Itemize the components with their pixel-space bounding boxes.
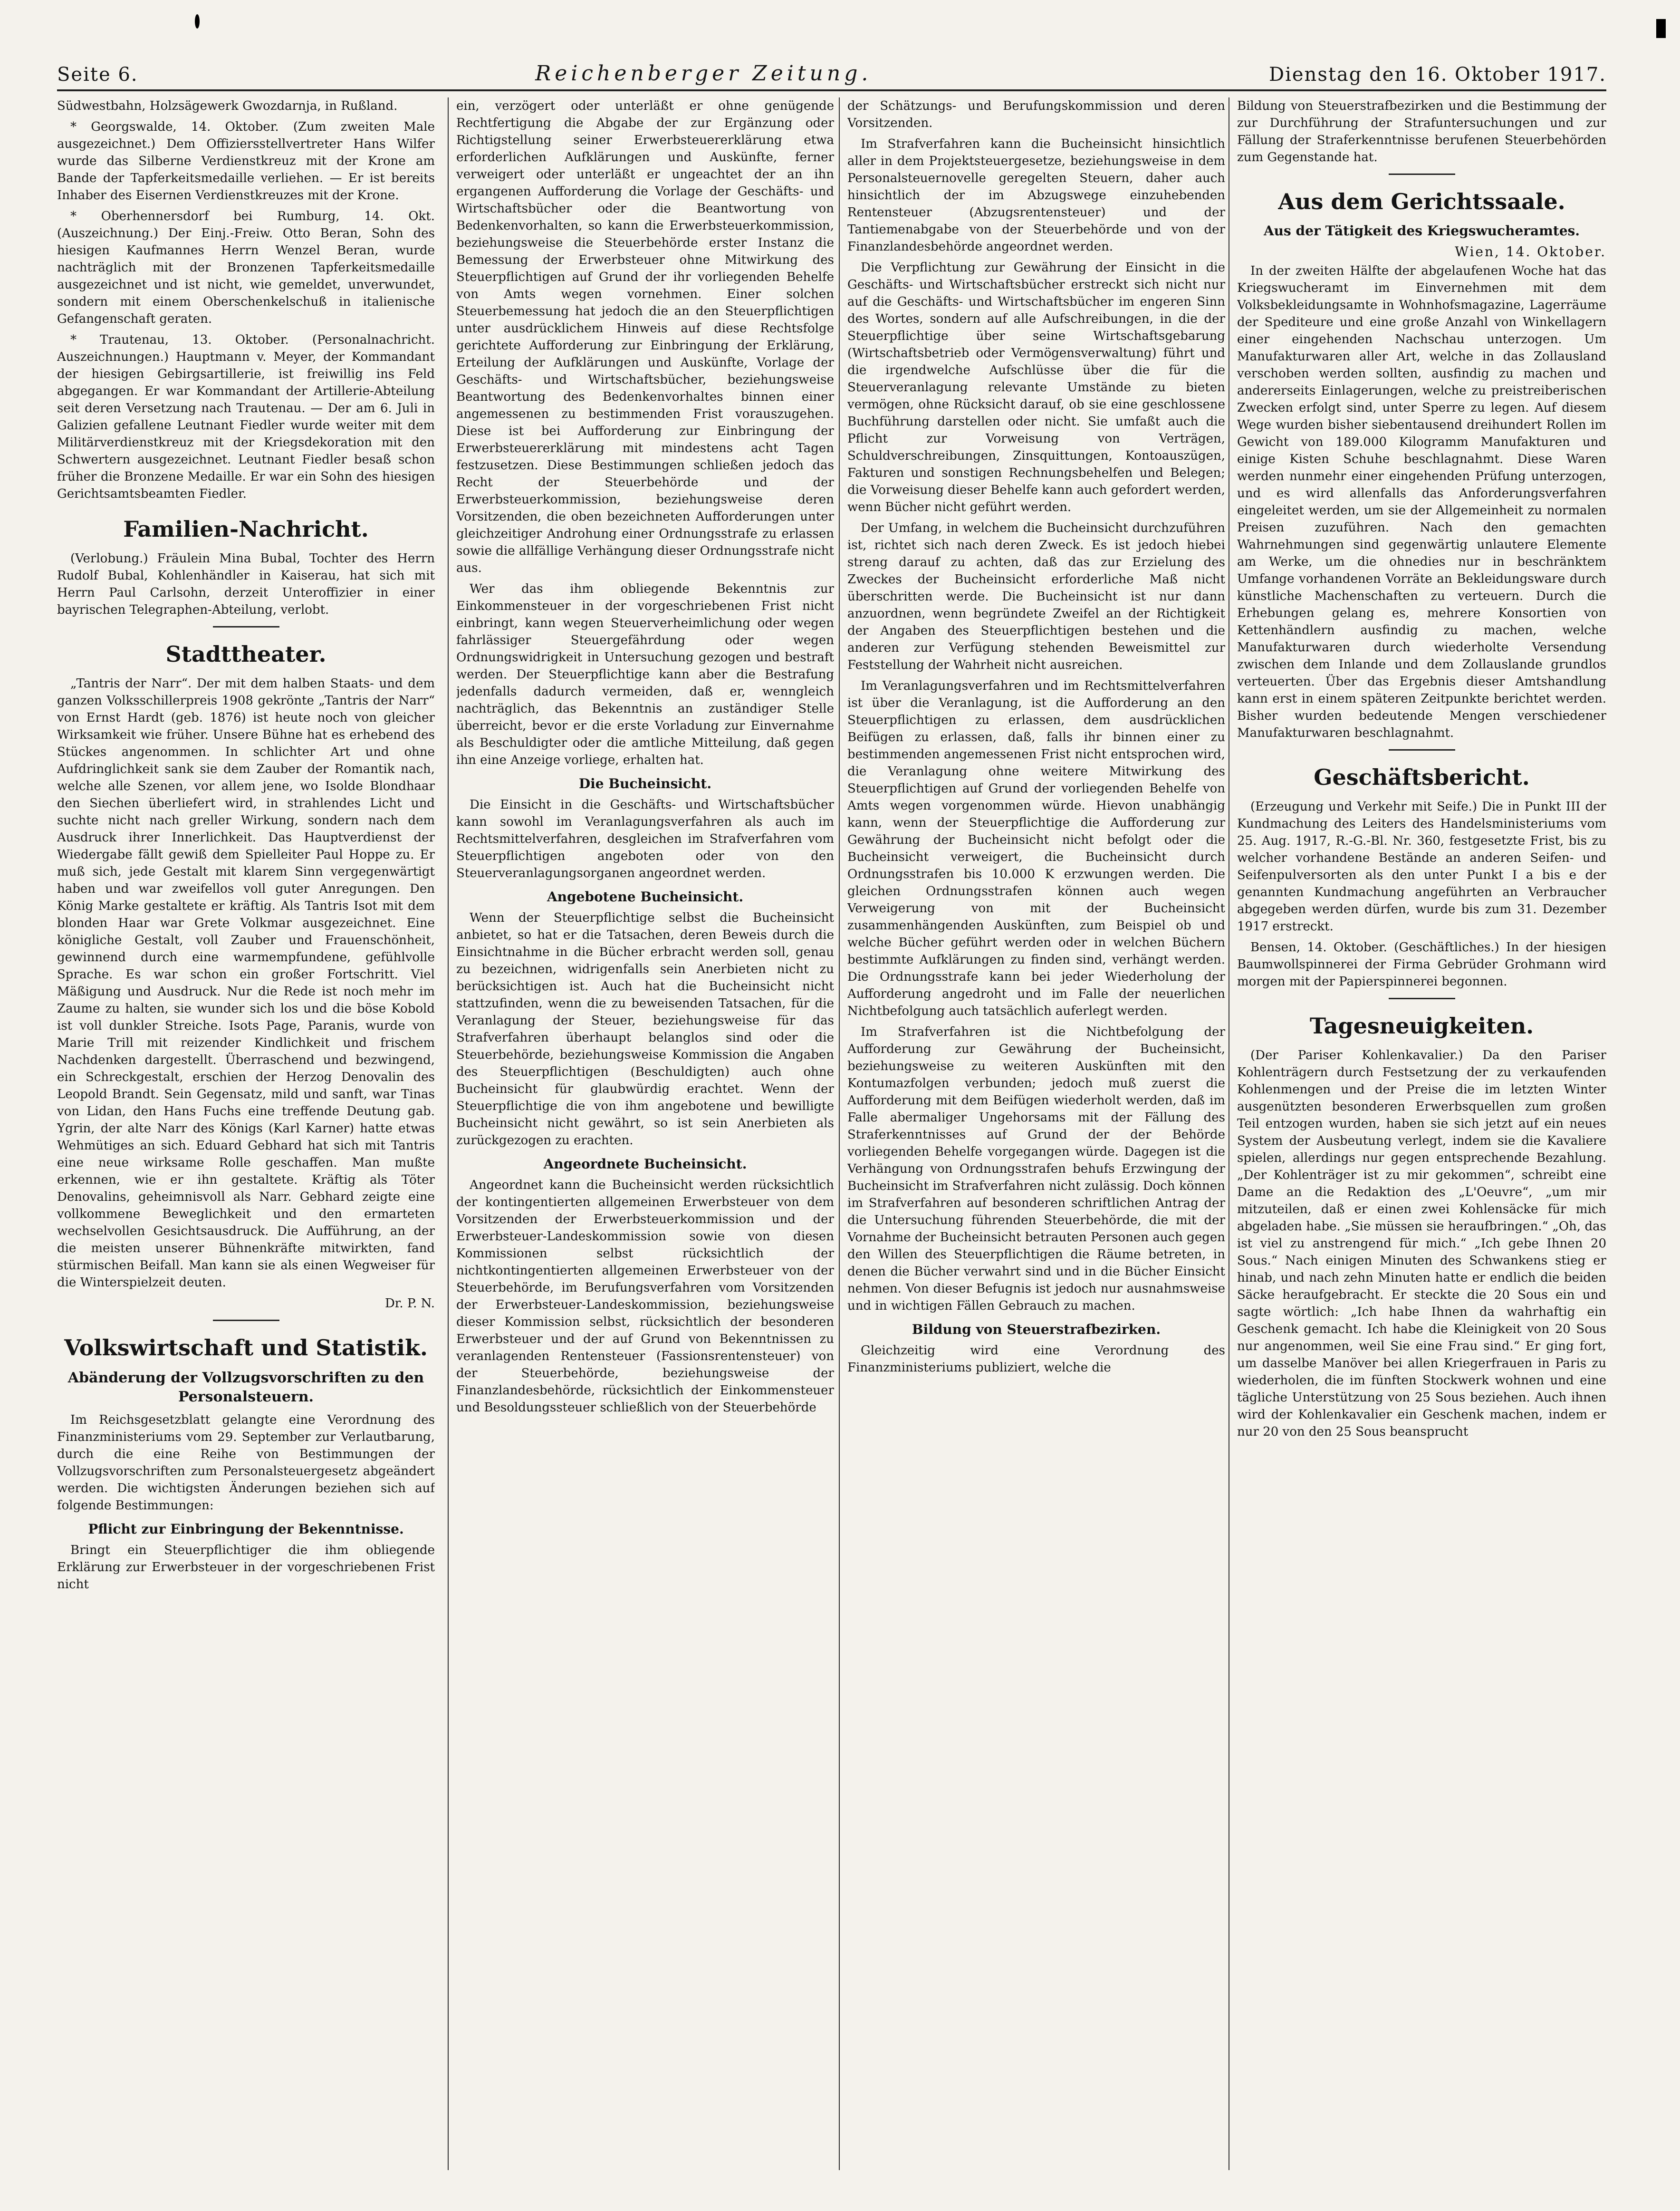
article-paragraph: Im Reichsgesetzblatt gelangte eine Verordnung des Finanzministeriums vom 29. September zur Verlautbarung, durch die eine Reihe von Bestimmungen der Vollzugsvorschriften zum Personalsteuergesetz abgeändert werden. Die wichtigsten Änderungen beziehen sich auf folgende Bestimmungen: [57, 1413, 435, 1513]
article-paragraph: Bringt ein Steuerpflichtiger die ihm obliegende Erklärung zur Erwerbsteuer in der vorgeschriebenen Frist nicht [57, 1543, 435, 1592]
article-paragraph: Die Einsicht in die Geschäfts- und Wirtschaftsbücher kann sowohl im Veranlagungsverfahren als auch im Rechtsmittelverfahren, desgleichen im Strafverfahren vom Steuerpflichtigen angeboten oder von den Steuerveranlagungsorganen angeordnet werden. [456, 798, 834, 880]
section-separator [1389, 998, 1455, 999]
sub-heading: Die Bucheinsicht. [578, 776, 712, 792]
section-separator [213, 626, 279, 628]
newspaper-title: Reichenberger Zeitung. [535, 61, 872, 86]
article-paragraph: Bensen, 14. Oktober. (Geschäftliches.) In der hiesigen Baumwollspinnerei der Firma Gebrüder Grohmann wird morgen mit der Papierspinnerei begonnen. [1237, 940, 1606, 989]
article-paragraph: (Der Pariser Kohlenkavalier.) Da den Pariser Kohlenträgern durch Festsetzung der zu verkaufenden Kohlenmengen und der Preise die im letzten Winter ausgenützten besonderen Erwerbsquellen zum großen Teil entzogen wurden, haben sie sich jetzt auf ein neues System der Ausbeutung verlegt, indem sie die Kavaliere spielen, allerdings nur gegen entsprechende Bezahlung. „Der Kohlenträger ist zu mir gekommen“, schreibt eine Dame an die Redaktion des „L'Oeuvre“, „um mir mitzuteilen, daß er einen zwei Kohlensäcke für mich abgeladen habe. „Sie müssen sie heraufbringen.“ „Oh, das ist viel zu anstrengend für mich.“ „Ich gebe Ihnen 20 Sous.“ Nach einigen Minuten des Schwankens stieg er hinab, und nach zehn Minuten hatte er endlich die beiden Säcke heraufgebracht. Er steckte die 20 Sous ein und sagte wörtlich: „Ich habe Ihnen da wahrhaftig ein Geschenk gemacht. Ich habe die Kleinigkeit von 20 Sous nur angenommen, weil Sie eine Frau sind.“ Er ging fort, um dasselbe Manöver bei allen Kriegerfrauen in Paris zu wiederholen, die im fünften Stockwerk wohnen und eine tägliche Unterstützung von 25 Sous beziehen. Auch ihnen wird der Kohlenkavalier ein Geschenk machen, indem er nur 20 von den 25 Sous beansprucht [1237, 1048, 1606, 1439]
scan-margin-mark [1656, 19, 1666, 38]
article-paragraph: Im Strafverfahren ist die Nichtbefolgung der Aufforderung zur Gewährung der Bucheinsicht, beziehungsweise zu weiteren Auskünften mit den Kontumazfolgen verbunden; jedoch muß zuerst die Aufforderung mit dem Beifügen wiederholt werden, daß im Falle abermaliger Ungehorsams mit der Fällung des Straferkenntnisses auf Grund der der Behörde vorliegenden Behelfe vorgegangen würde. Dagegen ist die Verhängung von Ordnungsstrafen behufs Erzwingung der Bucheinsicht im Strafverfahren nicht zulässig. Doch können im Strafverfahren auf besonderen schriftlichen Antrag der die Untersuchung führenden Steuerbehörde, die mit der Vornahme der Bucheinsicht betrauten Personen auch gegen den Willen des Steuerpflichtigen die Räume betreten, in denen die Bücher verwahrt sind und in die Bücher Einsicht nehmen. Von dieser Befugnis ist jedoch nur ausnahmsweise und in wichtigen Fällen Gebrauch zu machen. [847, 1025, 1225, 1313]
section-separator [1389, 174, 1455, 175]
article-paragraph: * Trautenau, 13. Oktober. (Personalnachricht. Auszeichnungen.) Hauptmann v. Meyer, der Kommandant der hiesigen Gebirgsartillerie, ist freiwillig ins Feld abgegangen. Er war Kommandant der Artillerie-Abteilung seit deren Versetzung nach Trautenau. — Der am 6. Juli in Galizien gefallene Leutnant Fiedler wurde weiter mit dem Militärverdienstkreuz mit der Kriegsdekoration mit den Schwertern ausgezeichnet. Leutnant Fiedler besaß schon früher die Bronzene Medaille. Er war ein Sohn des hiesigen Gerichtsamtsbeamten Fiedler. [57, 333, 435, 501]
dateline: Wien, 14. Oktober. [1455, 244, 1606, 260]
author-signature: Dr. P. N. [384, 1296, 435, 1311]
article-paragraph: Südwestbahn, Holzsägewerk Gwozdarnja, in Rußland. [57, 99, 398, 113]
column-divider [448, 97, 449, 2170]
article-paragraph: Der Umfang, in welchem die Bucheinsicht durchzuführen ist, richtet sich nach deren Zweck. Es ist jedoch hiebei streng darauf zu achten, daß das zur Erzielung des Zweckes der Bucheinsicht erforderliche Maß nicht überschritten werde. Die Bucheinsicht ist nur dann anzuordnen, wenn begründete Zweifel an der Richtigkeit der Angaben des Steuerpflichtigen bestehen und die anderen zur Verfügung stehenden Beweismittel zur Feststellung der Wahrheit nicht ausreichen. [847, 521, 1225, 672]
sub-heading: Abänderung der Vollzugsvorschriften zu den Personalsteuern. [67, 1370, 424, 1405]
page-number: Seite 6. [57, 64, 138, 86]
masthead [57, 52, 1606, 86]
article-paragraph: Im Veranlagungsverfahren und im Rechtsmittelverfahren ist über die Veranlagung, ist die Aufforderung an den Steuerpflichtigen zu erlassen, dem ausdrücklichen Beifügen zu erlassen, daß, falls ihr binnen einer zu bestimmenden angemessenen Frist nicht entsprochen wird, die Veranlagung ohne weitere Mitwirkung des Steuerpflichtigen auf Grund der vorliegenden Behelfe von Amts wegen vorgenommen würde. Hievon unabhängig kann, wenn der Steuerpflichtige die Aufforderung zur Gewährung der Bucheinsicht nicht befolgt oder die Bucheinsicht verweigert, die Bucheinsicht durch Ordnungsstrafen bis 10.000 K erzwungen werden. Die gleichen Ordnungsstrafen können auch wegen Verweigerung von mit der Bucheinsicht zusammenhängenden Auskünften, zum Beispiel ob und welche Bücher geführt werden oder in welchen Büchern bestimmte Aufklärungen zu finden sind, verhängt werden. Die Ordnungsstrafe kann bei jeder Wiederholung der Aufforderung angedroht und im Falle der neuerlichen Nichtbefolgung auch tatsächlich auferlegt werden. [847, 679, 1225, 1018]
section-heading: Stadttheater. [165, 641, 326, 667]
article-paragraph: Bildung von Steuerstrafbezirken und die Bestimmung der zur Durchführung der Strafuntersuchungen und zur Fällung der Straferkenntnisse berufenen Steuerbehörden zum Gegenstande hat. [1237, 99, 1606, 164]
section-heading: Aus dem Gerichtssaale. [1278, 189, 1565, 214]
scan-smudge [195, 14, 200, 29]
column-divider [839, 97, 840, 2170]
section-heading: Familien-Nachricht. [123, 516, 369, 542]
column-1 [57, 97, 435, 2175]
article-paragraph: (Verlobung.) Fräulein Mina Bubal, Tochter des Herrn Rudolf Bubal, Kohlenhändler in Kaiserau, hat sich mit Herrn Paul Carlsohn, derzeit Unteroffizier in einer bayrischen Telegraphen-Abteilung, verlobt. [57, 551, 435, 617]
sub-heading: Bildung von Steuerstrafbezirken. [912, 1322, 1161, 1337]
column-3 [847, 97, 1225, 2175]
section-heading: Volkswirtschaft und Statistik. [64, 1335, 428, 1361]
newspaper-page [57, 52, 1606, 2177]
sub-heading: Pflicht zur Einbringung der Bekenntnisse. [88, 1521, 404, 1537]
header-rule [57, 89, 1606, 91]
column-4 [1237, 97, 1606, 2175]
article-paragraph: „Tantris der Narr“. Der mit dem halben Staats- und dem ganzen Volksschillerpreis 1908 gekrönte „Tantris der Narr“ von Ernst Hardt (geb. 1876) ist heute noch von gleicher Wirksamkeit wie früher. Unsere Bühne hat es erhebend des Stückes angenommen. In schlichter Art und ohne Aufdringlichkeit sank sie dem Zauber der Romantik nach, welche alle Szenen, vor allem jene, wo Isolde Blondhaar den Siechen überliefert wird, in strahlendes Licht und suchte nicht nach greller Wirkung, sondern nach dem Ausdruck ihrer Innerlichkeit. Das Hauptverdienst der Wiedergabe fällt gewiß dem Spielleiter Paul Hoppe zu. Er muß sich, jede Gestalt mit klarem Sinn vergegenwärtigt haben und war zweifellos voll guter Anregungen. Den König Marke gestaltete er kräftig. Als Tantris Isot mit dem blonden Haar war Grete Volkmar ausgezeichnet. Eine königliche Gestalt, voll Zauber und Frauenschönheit, gewinnend durch eine warmempfundene, gefühlvolle Sprache. Es war schon ein großer Fortschritt. Viel Mäßigung und Ausdruck. Nur die Rede ist noch mehr im Zaume zu halten, sie wunder sich los und die böse Kobold ist voll dunkler Streiche. Isots Page, Paranis, wurde von Marie Trill mit reizender Kindlichkeit und frischem Nachdenken dargestellt. Überraschend und bezwingend, ein Schreckgestalt, erschien der Herzog Denovalin des Leopold Brandt. Sein Gegensatz, mild und sanft, war Tinas von Lidan, den Hans Fuchs eine treffende Deutung gab. Ygrin, der alte Narr des Königs (Karl Karner) hatte etwas Wehmütiges an sich. Eduard Gebhard hat sich mit Tantris eine neue wirksame Rolle geschaffen. Man mußte erkennen, wie er ihn gestaltete. Kräftig als Töter Denovalins, geheimnisvoll als Narr. Gebhard zeigte eine vollkommene Beweglichkeit und den ermarteten wechselvollen Gesichtsausdruck. Die Aufführung, an der die meisten unserer Bühnenkräfte mitwirkten, fand stürmischen Beifall. Man kann sie als einen Wegweiser für die Winterspielzeit deuten. [57, 676, 435, 1290]
article-paragraph: der Schätzungs- und Berufungskommission und deren Vorsitzenden. [847, 99, 1225, 130]
article-paragraph: Im Strafverfahren kann die Bucheinsicht hinsichtlich aller in dem Projektsteuergesetze, beziehungsweise in dem Personalsteuernovelle geregelten Steuern, daher auch hinsichtlich der im Abzugswege einzuhebenden Rentensteuer (Abzugsrentensteuer) und der Tantiemenabgabe von der Steuerbehörde und von der Finanzlandesbehörde angeordnet werden. [847, 137, 1225, 254]
article-paragraph: Wenn der Steuerpflichtige selbst die Bucheinsicht anbietet, so hat er die Tatsachen, deren Beweis durch die Einsichtnahme in die Bücher erbracht werden soll, genau zu bezeichnen, widrigenfalls sein Anerbieten nicht zu berücksichtigen ist. Auch hat die Bucheinsicht nicht stattzufinden, wenn die zu beweisenden Tatsachen, für die Veranlagung der Steuer, beziehungsweise für das Strafverfahren überhaupt belanglos sind oder die Steuerbehörde, beziehungsweise Kommission die Angaben des Steuerpflichtigen (Beschuldigten) auch ohne Bucheinsicht für glaubwürdig erachtet. Wenn der Steuerpflichtige die von ihm angebotene und bewilligte Bucheinsicht nicht gewährt, so ist sein Anerbieten als zurückgezogen zu erachten. [456, 911, 834, 1148]
article-paragraph: (Erzeugung und Verkehr mit Seife.) Die in Punkt III der Kundmachung des Leiters des Handelsministeriums vom 25. Aug. 1917, R.-G.-Bl. Nr. 360, festgesetzte Frist, bis zu welcher vorhandene Bestände an anderen Seifen- und Seifenpulversorten als den unter Punkt I a bis e der genannten Kundmachung angeführten an Verbraucher abgegeben werden dürfen, wurde bis zum 31. Dezember 1917 erstreckt. [1237, 800, 1606, 934]
article-paragraph: Angeordnet kann die Bucheinsicht werden rücksichtlich der kontingentierten allgemeinen Erwerbsteuer von dem Vorsitzenden der Erwerbsteuerkommission und der Erwerbsteuer-Landeskommission sowie von diesen Kommissionen selbst rücksichtlich der nichtkontingentierten allgemeinen Erwerbsteuer von der Steuerbehörde, im Berufungsverfahren vom Vorsitzenden der Erwerbsteuer-Landeskommission, beziehungsweise dieser Kommission selbst, rücksichtlich der besonderen Erwerbsteuer und der auf Grund von Bekenntnissen zu veranlagenden Rentensteuer (Fassionsrentensteuer) von der Steuerbehörde, beziehungsweise der Finanzlandesbehörde, rücksichtlich der Einkommensteuer und Besoldungssteuer schließlich von der Steuerbehörde [456, 1178, 834, 1415]
section-heading: Geschäftsbericht. [1314, 764, 1530, 790]
article-paragraph: Gleichzeitig wird eine Verordnung des Finanzministeriums publiziert, welche die [847, 1343, 1225, 1375]
article-paragraph: * Oberhennersdorf bei Rumburg, 14. Okt. (Auszeichnung.) Der Einj.-Freiw. Otto Beran, Sohn des hiesigen Kaufmannes Herrn Wenzel Beran, wurde nachträglich mit der Bronzenen Tapferkeitsmedaille ausgezeichnet und ist nicht, wie gemeldet, unverwundet, sondern mit einem Oberschenkelschuß in italienische Gefangenschaft geraten. [57, 209, 435, 326]
section-separator [1389, 749, 1455, 751]
sub-heading: Angebotene Bucheinsicht. [547, 889, 744, 905]
sub-heading: Angeordnete Bucheinsicht. [543, 1156, 747, 1172]
article-paragraph: Wer das ihm obliegende Bekenntnis zur Einkommensteuer in der vorgeschriebenen Frist nicht einbringt, kann wegen Steuerverheimlichung oder wegen fahrlässiger Steuergefährdung oder wegen Ordnungswidrigkeit in Untersuchung gezogen und bestraft werden. Der Steuerpflichtige kann aber die Bestrafung jedenfalls dadurch vermeiden, daß er, wenngleich nachträglich, das Bekenntnis an zuständiger Stelle überreicht, bevor er die erste Vorladung zur Einvernahme als Beschuldigter oder die amtliche Mitteilung, daß gegen ihn eine Anzeige vorliege, erhalten hat. [456, 582, 834, 767]
article-paragraph: * Georgswalde, 14. Oktober. (Zum zweiten Male ausgezeichnet.) Dem Offiziersstellvertreter Hans Wilfer wurde das Silberne Verdienstkreuz mit der Krone am Bande der Tapferkeitsmedaille verliehen. — Er ist bereits Inhaber des Eisernen Verdienstkreuzes mit der Krone. [57, 120, 435, 203]
article-paragraph: In der zweiten Hälfte der abgelaufenen Woche hat das Kriegswucheramt im Einvernehmen mit dem Volksbekleidungsamte in Wohnhofsmagazine, Lagerräume der Spediteure und eine große Anzahl von Winkellagern einer eingehenden Nachschau unterzogen. Um Manufakturwaren aller Art, welche in das Zollausland verschoben werden sollten, ausfindig zu machen und andererseits Einlagerungen, welche zu preistreiberischen Zwecken erfolgt sind, unter Sperre zu legen. Auf diesem Wege wurden bisher siebentausend dreihundert Rollen im Gewicht von 189.000 Kilogramm Manufakturen und einige Kisten Schuhe beschlagnahmt. Diese Waren werden nunmehr einer eingehenden Prüfung unterzogen, und es wird allenfalls das Anforderungsverfahren eingeleitet werden, um sie der Allgemeinheit zu normalen Preisen zuzuführen. Nach den gemachten Wahrnehmungen sind gegenwärtig unlautere Elemente am Werke, um die ohnedies nur in beschränktem Umfange vorhandenen Vorräte an Bekleidungsware durch künstliche Machenschaften zu verteuern. Durch die Erhebungen gelang es, mehrere Konsortien von Kettenhändlern ausfindig zu machen, welche Manufakturwaren durch wiederholte Versendung zwischen dem Inlande und dem Zollauslande grundlos verteuerten. Über das Ergebnis dieser Amtshandlung kann erst in einem späteren Zeitpunkte berichtet werden. Bisher wurden bedeutende Mengen verschiedener Manufakturwaren beschlagnahmt. [1237, 264, 1606, 740]
section-separator [213, 1320, 279, 1321]
article-paragraph: ein, verzögert oder unterläßt er ohne genügende Rechtfertigung die Abgabe der zur Ergänzung oder Richtigstellung seiner Erwerbsteuererklärung etwa erforderlichen Aufklärungen und Auskünfte, ferner verweigert oder unterläßt er ungeachtet der an ihn ergangenen Aufforderung die Vorlage der Geschäfts- und Wirtschaftsbücher oder die Beantwortung von Bedenkenvorhalten, so kann die Erwerbsteuerkommission, beziehungsweise die Steuerbehörde erster Instanz die Bemessung der Erwerbsteuer ohne Mitwirkung des Steuerpflichtigen auf Grund der ihr vorliegenden Behelfe von Amts wegen vornehmen. Einer solchen Steuerbemessung hat jedoch die an den Steuerpflichtigen unter ausdrücklichem Hinweis auf diese Rechtsfolge gerichtete Aufforderung zur Einbringung der Erklärung, Erteilung der Aufklärungen und Auskünfte, Vorlage der Geschäfts- und Wirtschaftsbücher, beziehungsweise Beantwortung des Bedenkenvorhaltes binnen einer angemessenen zu bestimmenden Frist vorauszugehen. Diese ist bei Aufforderung zur Einbringung der Erwerbsteuererklärung mit mindestens acht Tagen festzusetzen. Diese Bestimmungen schließen jedoch das Recht der Steuerbehörde und der Erwerbsteuerkommission, beziehungsweise deren Vorsitzenden, die oben bezeichneten Aufforderungen unter gleichzeitiger Androhung einer Ordnungsstrafe zu erlassen sowie die allfällige Verhängung dieser Ordnungsstrafe nicht aus. [456, 99, 834, 575]
section-heading: Tagesneuigkeiten. [1309, 1013, 1534, 1039]
article-paragraph: Die Verpflichtung zur Gewährung der Einsicht in die Geschäfts- und Wirtschaftsbücher erstreckt sich nicht nur auf die Geschäfts- und Wirtschaftsbücher im engeren Sinn des Wortes, sondern auf alle Aufschreibungen, in die der Steuerpflichtige über seine Wirtschaftsgebarung (Wirtschaftsbetrieb oder Vermögensverwaltung) führt und die irgendwelche Aufschlüsse über die für die Steuerveranlagung relevante Umstände zu bieten vermögen, ohne Rücksicht darauf, ob sie eine geschlossene Buchführung darstellen oder nicht. Sie umfaßt auch die Pflicht zur Vorweisung von Verträgen, Schuldverschreibungen, Zinsquittungen, Kontoauszügen, Fakturen und sonstigen Rechnungsbehelfen und Belegen; die Vorweisung dieser Behelfe kann auch gefordert werden, wenn Bücher nicht geführt werden. [847, 261, 1225, 514]
issue-date: Dienstag den 16. Oktober 1917. [1269, 64, 1606, 86]
sub-heading: Aus der Tätigkeit des Kriegswucheramtes. [1263, 223, 1580, 239]
column-2 [456, 97, 834, 2175]
